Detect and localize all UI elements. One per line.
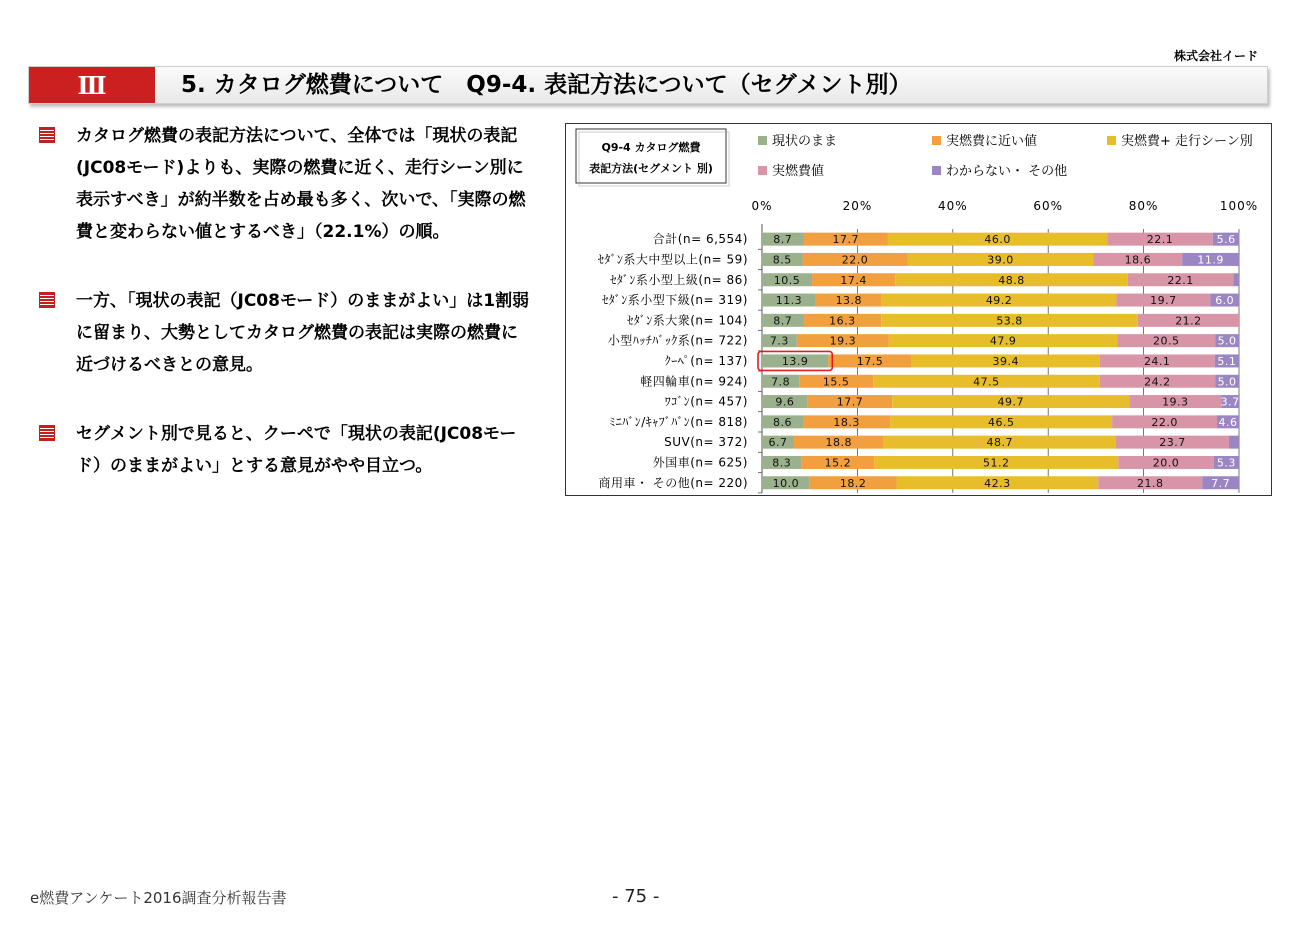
header-bar: [28, 66, 1268, 104]
bar-segment: [1233, 273, 1239, 286]
data-label: 19.3: [829, 334, 857, 348]
data-label: 17.5: [856, 354, 884, 368]
company-name: 株式会社イード: [1173, 49, 1258, 63]
data-label: 21.2: [1175, 314, 1202, 328]
data-label: 5.3: [1216, 456, 1236, 470]
data-label: 39.4: [992, 354, 1019, 368]
data-label: 9.6: [775, 395, 795, 409]
data-label: 53.8: [996, 314, 1023, 328]
bullet-list: [40, 120, 532, 519]
data-label: 3.7: [1220, 395, 1240, 409]
data-label: 51.2: [982, 456, 1010, 470]
data-label: 5.6: [1216, 233, 1236, 247]
bullet-item: [40, 285, 532, 381]
bullet-square-icon: [40, 293, 54, 307]
data-label: 8.6: [773, 415, 793, 429]
category-label: ｾﾀﾞﾝ系大衆(n= 104): [627, 313, 748, 328]
legend-swatch: [1107, 136, 1116, 145]
x-tick-label: 0%: [751, 199, 773, 213]
data-label: 17.7: [832, 233, 859, 247]
data-label: 19.3: [1162, 395, 1189, 409]
data-label: 7.8: [771, 375, 791, 389]
legend-label: 実燃費値: [772, 164, 825, 179]
segment-chart: [565, 123, 1272, 496]
bullet-text: カタログ燃費の表記方法について、全体では「現状の表記(JC08モード)よりも、実際の燃費に近く、走行シーン別に表示すべき」が約半数を占め最も多く、次いで、「実際の燃費と変わらない値とするべき」（22.1%）の順。: [76, 126, 526, 242]
data-label: 17.4: [840, 273, 867, 287]
data-label: 46.0: [984, 233, 1011, 247]
data-label: 17.7: [836, 395, 864, 409]
data-label: 7.7: [1211, 476, 1231, 490]
legend-swatch: [758, 166, 767, 175]
legend-swatch: [932, 136, 941, 145]
data-label: 8.5: [772, 253, 792, 267]
x-tick-label: 100%: [1219, 199, 1259, 213]
data-label: 19.7: [1150, 294, 1177, 308]
legend-label: 実燃費に近い値: [946, 134, 1038, 149]
legend-swatch: [758, 136, 767, 145]
bullet-text: セグメント別で見ると、クーペで「現状の表記(JC08モード）のままがよい」とする意見がやや目立つ。: [76, 424, 517, 476]
data-label: 8.7: [773, 233, 793, 247]
bar-segment: [1229, 436, 1239, 449]
data-label: 13.9: [781, 354, 809, 368]
data-label: 22.1: [1146, 233, 1174, 247]
data-label: 5.0: [1217, 375, 1237, 389]
data-label: 47.9: [989, 334, 1017, 348]
bullet-square-icon: [40, 128, 54, 142]
bullet-item: [40, 120, 532, 248]
bullet-text: 一方、「現状の表記（JC08モード）のままがよい」は1割弱に留まり、大勢としてカタログ燃費の表記は実際の燃費に近づけるべきとの意見。: [76, 291, 530, 375]
data-label: 20.5: [1153, 334, 1180, 348]
category-label: ｸｰﾍﾟ(n= 137): [664, 353, 748, 368]
data-label: 18.6: [1124, 253, 1152, 267]
chart-title-line: Q9-4 カタログ燃費: [601, 141, 701, 154]
category-label: ﾜｺﾞﾝ(n= 457): [664, 394, 748, 409]
category-label: ｾﾀﾞﾝ系大中型以上(n= 59): [597, 252, 748, 267]
data-label: 18.3: [833, 415, 860, 429]
data-label: 21.8: [1137, 476, 1164, 490]
data-label: 11.9: [1197, 253, 1224, 267]
data-label: 18.8: [825, 436, 853, 450]
legend-swatch: [932, 166, 941, 175]
data-label: 6.7: [768, 436, 788, 450]
data-label: 22.0: [841, 253, 869, 267]
section-badge: Ⅲ: [29, 67, 155, 103]
data-label: 23.7: [1159, 436, 1186, 450]
data-label: 39.0: [987, 253, 1014, 267]
data-label: 15.2: [824, 456, 852, 470]
legend-label: 実燃費+ 走行シーン別: [1121, 134, 1253, 149]
data-label: 10.5: [773, 273, 801, 287]
chart-svg: [566, 124, 1271, 495]
data-label: 22.1: [1167, 273, 1194, 287]
category-label: 外国車(n= 625): [652, 455, 748, 470]
data-label: 15.5: [822, 375, 850, 389]
category-label: ｾﾀﾞﾝ系小型上級(n= 86): [610, 272, 748, 287]
legend-label: わからない・ その他: [946, 164, 1068, 179]
data-label: 16.3: [829, 314, 856, 328]
category-label: SUV(n= 372): [664, 435, 748, 450]
data-label: 24.1: [1143, 354, 1171, 368]
data-label: 49.7: [997, 395, 1025, 409]
category-label: ｾﾀﾞﾝ系小型下級(n= 319): [602, 293, 748, 308]
x-tick-label: 80%: [1128, 199, 1159, 213]
x-tick-label: 20%: [842, 199, 873, 213]
data-label: 5.1: [1217, 354, 1237, 368]
data-label: 49.2: [985, 294, 1013, 308]
data-label: 22.0: [1151, 415, 1178, 429]
data-label: 10.0: [772, 476, 800, 490]
chart-title-line: 表記方法(セグメント 別): [589, 162, 713, 175]
data-label: 11.3: [775, 294, 803, 308]
category-label: 軽四輪車(n= 924): [640, 374, 748, 389]
bullet-item: [40, 418, 532, 482]
legend-label: 現状のまま: [772, 134, 838, 149]
data-label: 42.3: [984, 476, 1011, 490]
data-label: 48.8: [998, 273, 1025, 287]
category-label: 小型ﾊｯﾁﾊﾞｯｸ系(n= 722): [607, 333, 748, 348]
category-label: 合計(n= 6,554): [652, 232, 748, 247]
data-label: 47.5: [973, 375, 1000, 389]
page-number: - 75 -: [612, 886, 660, 907]
data-label: 24.2: [1144, 375, 1171, 389]
data-label: 13.8: [835, 294, 863, 308]
data-label: 7.3: [769, 334, 789, 348]
category-label: ﾐﾆﾊﾞﾝ/ｷｬﾌﾞﾊﾞﾝ(n= 818): [609, 414, 748, 429]
page-title: 5. カタログ燃費について Q9-4. 表記方法について（セグメント別）: [181, 72, 912, 98]
footer-report-name: e燃費アンケート2016調査分析報告書: [30, 889, 287, 907]
data-label: 4.6: [1218, 415, 1238, 429]
data-label: 48.7: [986, 436, 1014, 450]
data-label: 6.0: [1215, 294, 1235, 308]
data-label: 18.2: [839, 476, 867, 490]
data-label: 8.3: [772, 456, 792, 470]
category-label: 商用車・ その他(n= 220): [598, 475, 748, 490]
data-label: 46.5: [987, 415, 1015, 429]
data-label: 20.0: [1152, 456, 1180, 470]
x-tick-label: 60%: [1033, 199, 1064, 213]
bullet-square-icon: [40, 426, 54, 440]
x-tick-label: 40%: [937, 199, 968, 213]
data-label: 5.0: [1217, 334, 1237, 348]
data-label: 8.7: [773, 314, 793, 328]
